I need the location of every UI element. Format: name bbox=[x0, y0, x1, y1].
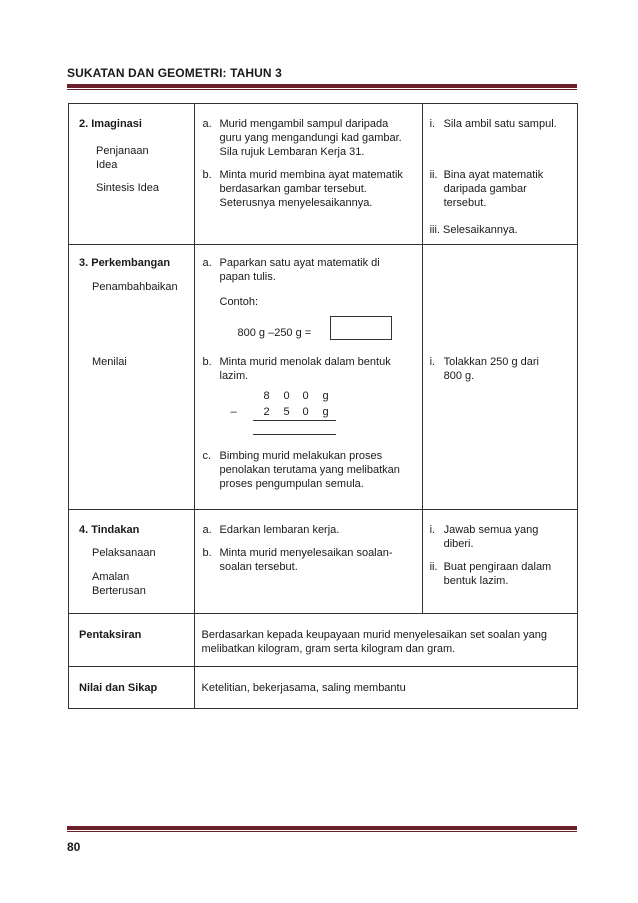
page-number: 80 bbox=[67, 840, 81, 854]
stage-sub: Pelaksanaan bbox=[92, 547, 156, 559]
footer-rule-thin bbox=[67, 831, 577, 832]
list-marker: ii. bbox=[429, 561, 438, 573]
list-marker: a. bbox=[202, 118, 212, 130]
header-rule bbox=[67, 84, 577, 88]
list-item: Buat pengiraan dalam bbox=[443, 561, 552, 573]
example-label: Contoh: bbox=[219, 296, 259, 308]
table-row bbox=[69, 245, 578, 510]
list-item: daripada gambar bbox=[443, 183, 527, 195]
stage-cell bbox=[69, 104, 195, 245]
row-text: melibatkan kilogram, gram serta kilogram dan gram. bbox=[201, 643, 456, 655]
list-item: soalan tersebut. bbox=[219, 561, 298, 573]
label-cell bbox=[69, 614, 195, 667]
digit: 2 bbox=[263, 406, 270, 418]
stage-sub: Berterusan bbox=[92, 585, 146, 597]
digit: 0 bbox=[302, 390, 309, 402]
list-item: Minta murid membina ayat matematik bbox=[219, 169, 403, 181]
list-marker: ii. bbox=[429, 169, 438, 181]
row-text: Berdasarkan kepada keupayaan murid menyelesaikan set soalan yang bbox=[201, 629, 547, 641]
list-marker: b. bbox=[202, 547, 212, 559]
list-marker: i. bbox=[429, 118, 436, 130]
page-header-title: SUKATAN DAN GEOMETRI: TAHUN 3 bbox=[67, 66, 282, 80]
notes-cell bbox=[422, 104, 577, 245]
stage-cell bbox=[69, 245, 195, 510]
notes-cell bbox=[422, 245, 577, 510]
list-marker: i. bbox=[429, 524, 436, 536]
activity-cell bbox=[194, 510, 422, 614]
subtraction-line bbox=[253, 420, 336, 421]
table-row bbox=[69, 614, 578, 667]
row-label: Nilai dan Sikap bbox=[79, 682, 158, 694]
list-item: 800 g. bbox=[443, 370, 475, 382]
stage-sub: Penjanaan bbox=[96, 145, 149, 157]
notes-cell bbox=[422, 510, 577, 614]
list-marker: a. bbox=[202, 524, 212, 536]
answer-line bbox=[253, 434, 336, 435]
list-item: tersebut. bbox=[443, 197, 487, 209]
digit: 5 bbox=[283, 406, 290, 418]
stage-title: 2. Imaginasi bbox=[79, 118, 142, 130]
digit: 8 bbox=[263, 390, 270, 402]
list-item: proses pengumpulan semula. bbox=[219, 478, 364, 490]
stage-sub: Menilai bbox=[92, 356, 127, 368]
digit: 0 bbox=[283, 390, 290, 402]
digit: g bbox=[322, 406, 329, 418]
list-item: guru yang mengandungi kad gambar. bbox=[219, 132, 402, 144]
list-item: Sila rujuk Lembaran Kerja 31. bbox=[219, 146, 365, 158]
minus-sign: – bbox=[230, 406, 237, 418]
list-item: berdasarkan gambar tersebut. bbox=[219, 183, 367, 195]
text-cell bbox=[194, 614, 578, 667]
list-item: Minta murid menyelesaikan soalan- bbox=[219, 547, 393, 559]
list-item: Paparkan satu ayat matematik di bbox=[219, 257, 380, 269]
list-item: Bina ayat matematik bbox=[443, 169, 544, 181]
list-item: Murid mengambil sampul daripada bbox=[219, 118, 389, 130]
header-rule-thin bbox=[67, 89, 577, 90]
digit: g bbox=[322, 390, 329, 402]
row-label: Pentaksiran bbox=[79, 629, 142, 641]
answer-box bbox=[330, 316, 392, 340]
stage-title: 4. Tindakan bbox=[79, 524, 140, 536]
list-marker: b. bbox=[202, 169, 212, 181]
stage-title: 3. Perkembangan bbox=[79, 257, 171, 269]
list-item: bentuk lazim. bbox=[443, 575, 509, 587]
stage-cell bbox=[69, 510, 195, 614]
list-item: Seterusnya menyelesaikannya. bbox=[219, 197, 373, 209]
list-marker: c. bbox=[202, 450, 212, 462]
digit: 0 bbox=[302, 406, 309, 418]
equation-text: 800 g –250 g = bbox=[237, 327, 312, 339]
text-cell bbox=[194, 667, 578, 709]
table-row bbox=[69, 667, 578, 709]
activity-cell bbox=[194, 104, 422, 245]
activity-cell bbox=[194, 245, 422, 510]
footer-rule bbox=[67, 826, 577, 830]
stage-sub: Amalan bbox=[92, 571, 130, 583]
table-row bbox=[69, 510, 578, 614]
table-row bbox=[69, 104, 578, 245]
label-cell bbox=[69, 667, 195, 709]
list-item: iii. Selesaikannya. bbox=[429, 224, 518, 236]
list-marker: a. bbox=[202, 257, 212, 269]
list-item: Minta murid menolak dalam bentuk bbox=[219, 356, 391, 368]
list-item: Edarkan lembaran kerja. bbox=[219, 524, 340, 536]
list-item: lazim. bbox=[219, 370, 249, 382]
lesson-table bbox=[68, 103, 578, 709]
list-marker: b. bbox=[202, 356, 212, 368]
stage-sub: Idea bbox=[96, 159, 118, 171]
stage-sub: Sintesis Idea bbox=[96, 182, 159, 194]
row-text: Ketelitian, bekerjasama, saling membantu bbox=[201, 682, 406, 694]
list-marker: i. bbox=[429, 356, 436, 368]
list-item: Tolakkan 250 g dari bbox=[443, 356, 539, 368]
list-item: papan tulis. bbox=[219, 271, 276, 283]
list-item: diberi. bbox=[443, 538, 474, 550]
stage-sub: Penambahbaikan bbox=[92, 281, 178, 293]
list-item: penolakan terutama yang melibatkan bbox=[219, 464, 400, 476]
list-item: Bimbing murid melakukan proses bbox=[219, 450, 383, 462]
list-item: Jawab semua yang bbox=[443, 524, 539, 536]
list-item: Sila ambil satu sampul. bbox=[443, 118, 557, 130]
